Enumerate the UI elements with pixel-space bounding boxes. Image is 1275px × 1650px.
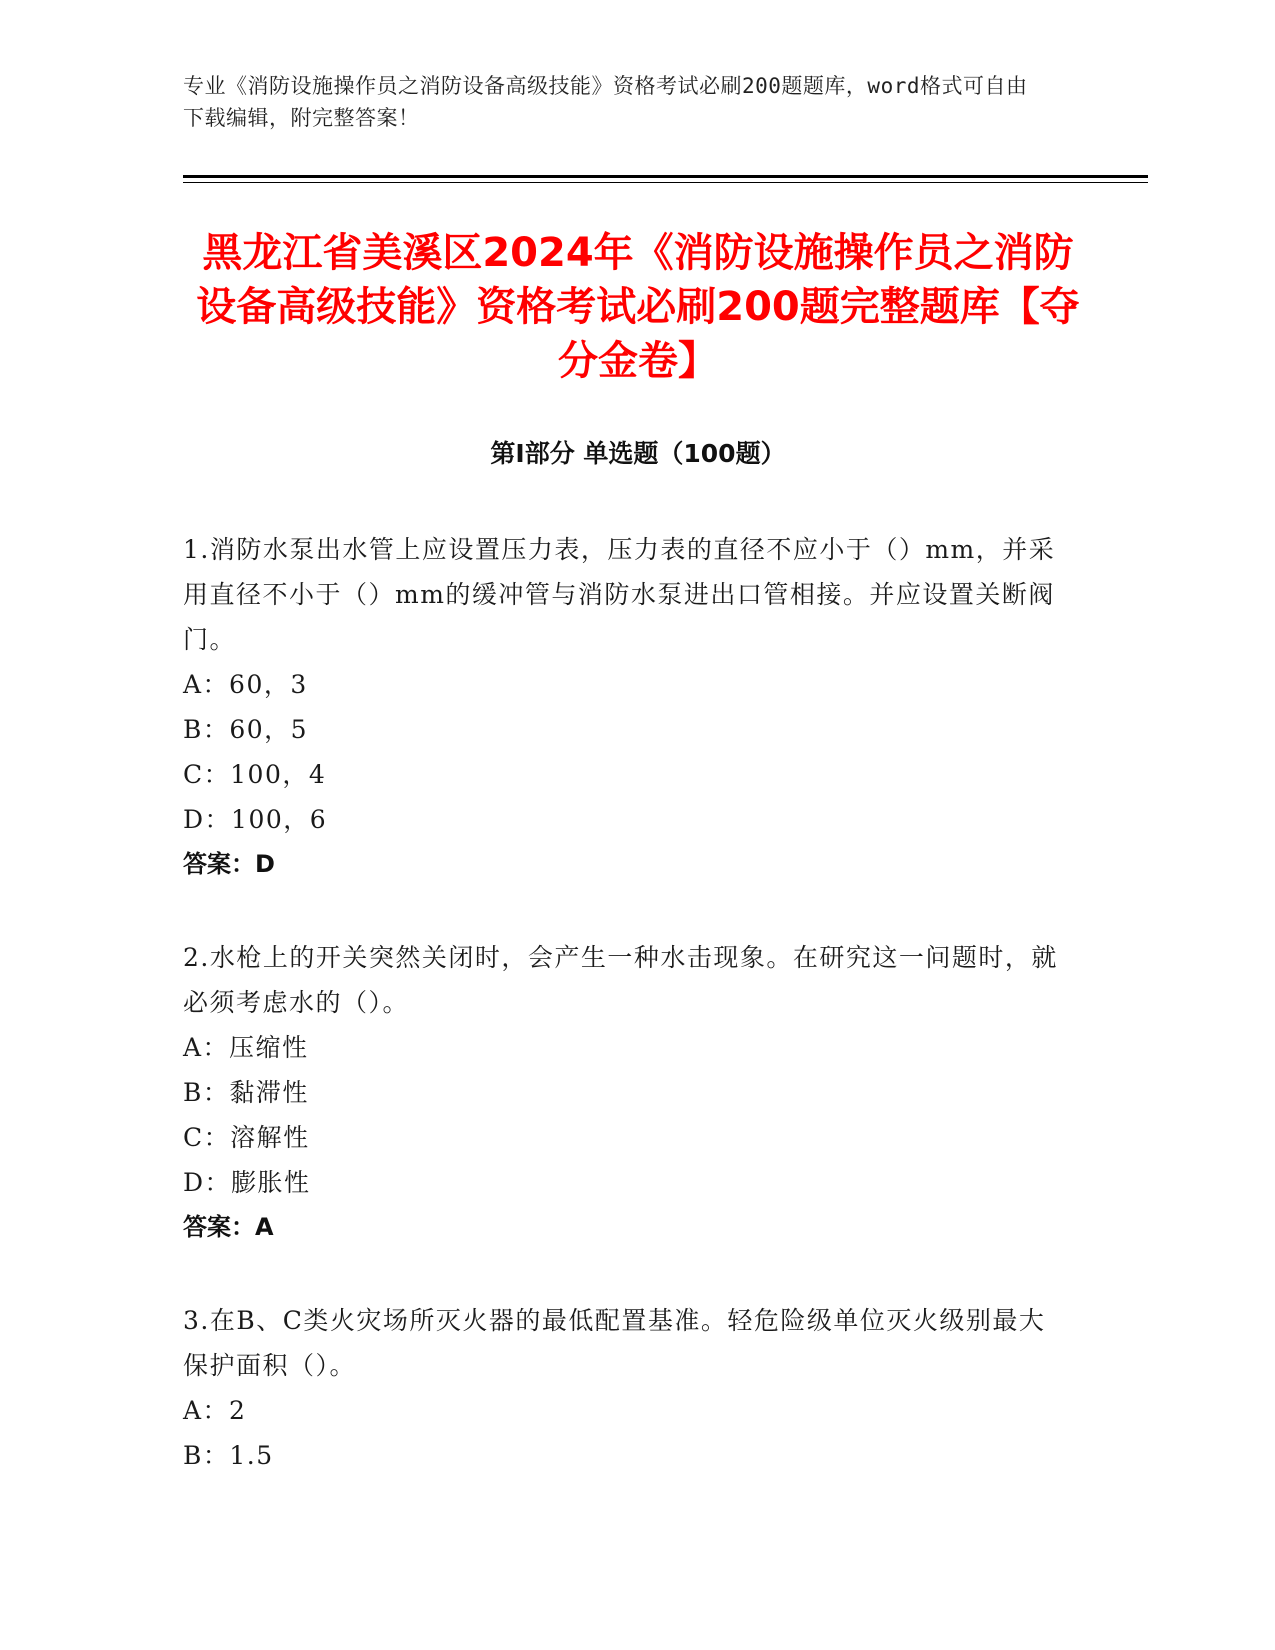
option-d: D：膨胀性: [183, 1168, 311, 1197]
question-stem: 3.在B、C类火灾场所灭火器的最低配置基准。轻危险级单位灭火级别最大保护面积（）。: [183, 1306, 1046, 1380]
question-3: [183, 1298, 1063, 1478]
option-a: A：60，3: [183, 670, 308, 699]
document-title: 黑龙江省美溪区2024年《消防设施操作员之消防设备高级技能》资格考试必刷200题完整题库【夺分金卷】: [196, 230, 1080, 384]
section-heading: 第Ⅰ部分 单选题（100题）: [490, 439, 786, 468]
header-divider-thick: [183, 175, 1148, 178]
option-d: D：100，6: [183, 805, 328, 834]
option-a: A：压缩性: [183, 1033, 309, 1062]
answer-line: 答案：A: [183, 1213, 274, 1241]
option-b: B：黏滞性: [183, 1078, 309, 1107]
question-stem: 2.水枪上的开关突然关闭时，会产生一种水击现象。在研究这一问题时，就必须考虑水的（）。: [183, 943, 1058, 1017]
answer-line: 答案：D: [183, 850, 275, 878]
question-stem: 1.消防水泵出水管上应设置压力表，压力表的直径不应小于（）mm，并采用直径不小于（）mm的缓冲管与消防水泵进出口管相接。并应设置关断阀门。: [183, 535, 1056, 654]
header-divider-thin: [183, 182, 1148, 183]
header-note: 专业《消防设施操作员之消防设备高级技能》资格考试必刷200题题库，word格式可自由下载编辑，附完整答案！: [183, 74, 1028, 130]
question-1: [183, 527, 1063, 887]
option-b: B：1.5: [183, 1441, 274, 1470]
option-c: C：溶解性: [183, 1123, 310, 1152]
question-2: [183, 935, 1063, 1250]
question-list: [183, 527, 1063, 1526]
option-c: C：100，4: [183, 760, 327, 789]
option-b: B：60，5: [183, 715, 309, 744]
option-a: A：2: [183, 1396, 247, 1425]
